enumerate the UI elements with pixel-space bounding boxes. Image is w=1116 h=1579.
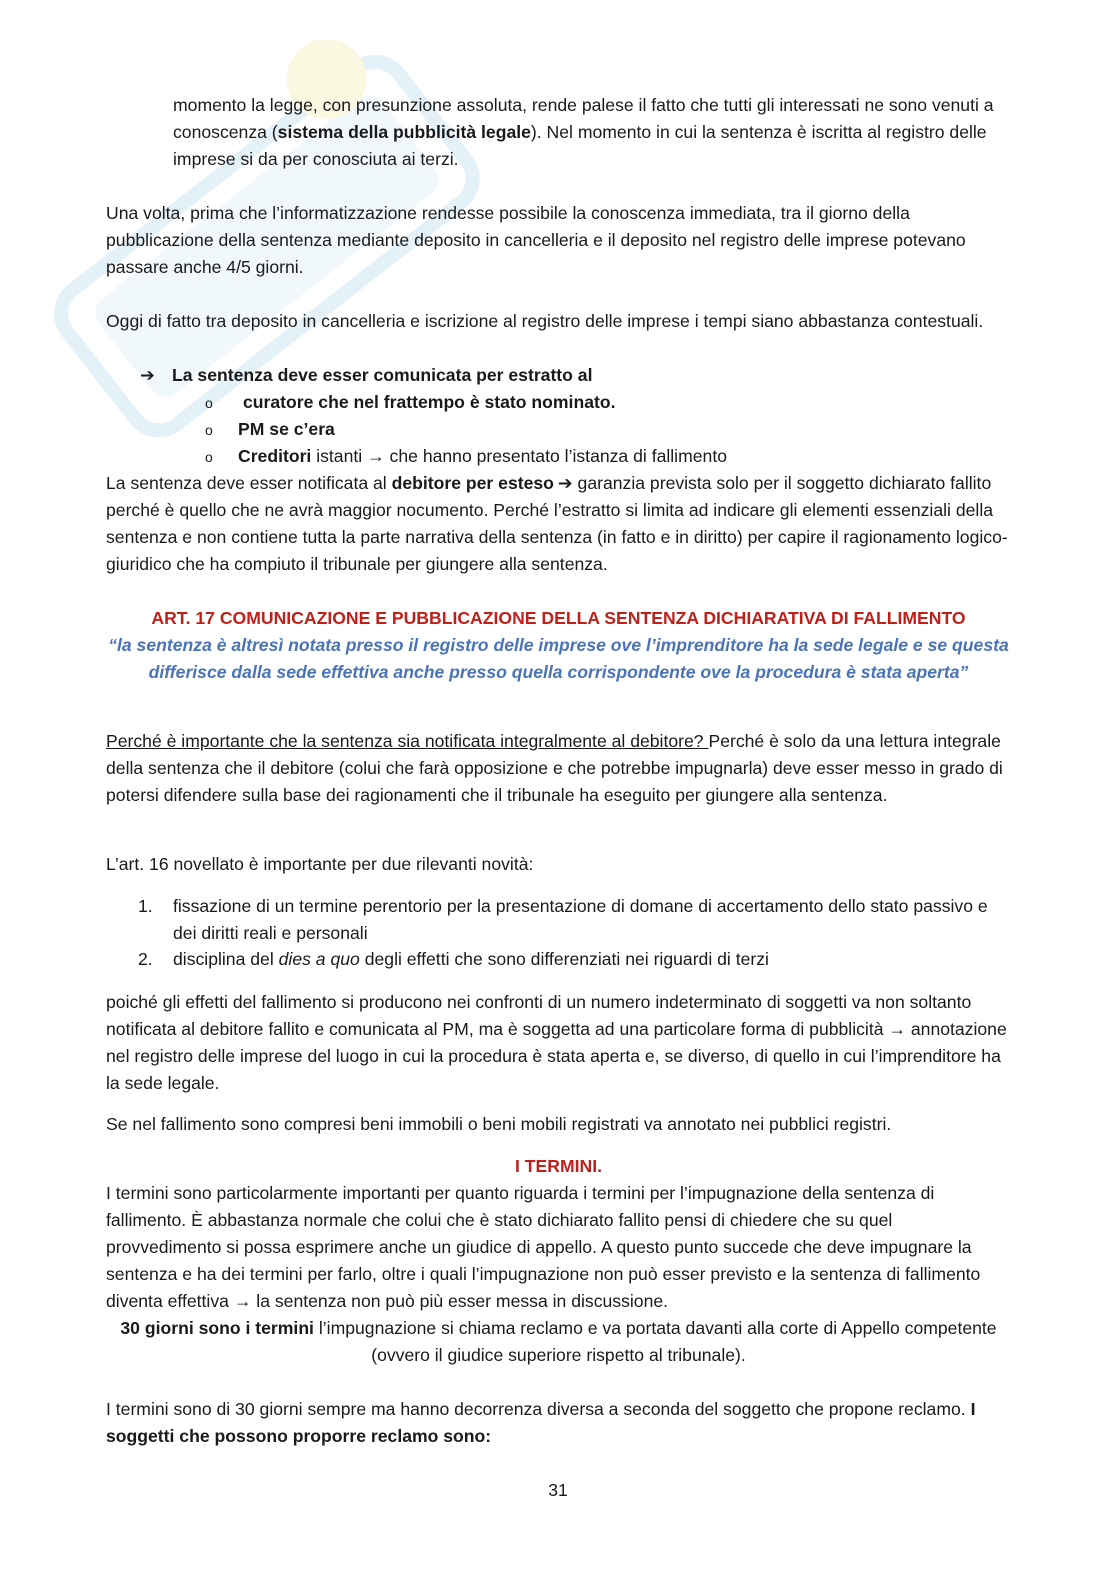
circle-bullet-icon: o — [205, 395, 213, 411]
italic-term: dies a quo — [278, 949, 360, 969]
section-heading-termini: I TERMINI. — [515, 1156, 602, 1176]
bullet-text: istanti — [311, 446, 368, 466]
text-span: poiché gli effetti del fallimento si producono nei confronti di un numero indeterminato di soggetti va non soltanto notificata al debitore fallito e comunicata al PM, ma è soggetta ad una particolare forma di pubblicità — [106, 992, 972, 1039]
arrow-right-icon: → — [367, 446, 385, 466]
text-span: I termini sono particolarmente importanti per quanto riguarda i termini per l’impugnazione della sentenza di fallimento. È abbastanza normale che colui che è stato dichiarato fallito pensi di chiedere che su quel provvedimento si possa esprimere anche un giudice di appello. A questo punto succede che deve impugnare la sentenza e ha dei termini per farlo, oltre i quali l’impugnazione non può esser previsto e la sentenza di fallimento diventa effettiva — [106, 1183, 981, 1311]
text-span: annotazione nel registro delle imprese del luogo in cui la procedura è stata aperta e, se diverso, di quello in cui l’imprenditore ha la sede legale. — [106, 1019, 1007, 1093]
numbered-item-1 — [138, 893, 1008, 947]
circle-bullet-icon: o — [205, 449, 213, 465]
list-number: 1. — [138, 896, 153, 916]
bullet-text: PM se c’era — [238, 419, 335, 439]
paragraph-art16: L’art. 16 novellato è importante per due rilevanti novità: — [106, 854, 534, 874]
text-span: disciplina del — [173, 949, 279, 969]
text-span: Perché è solo da una lettura integrale della sentenza che il debitore (colui che farà opposizione e che potrebbe impugnarla) deve esser messo in grado di potersi difendere sulla base dei ragionamenti che il tribunale ha eseguito per giungere alla sentenza. — [106, 731, 1003, 805]
underlined-question: Perché è importante che la sentenza sia notificata integralmente al debitore? — [106, 731, 709, 751]
arrow-right-icon: → — [233, 1291, 252, 1311]
list-text: fissazione di un termine perentorio per la presentazione di domane di accertamento dello stato passivo e dei diritti reali e personali — [173, 896, 988, 943]
paragraph-termini — [106, 1180, 1011, 1315]
arrow-right-icon: ➔ — [140, 365, 155, 385]
bold-term: debitore per esteso — [391, 473, 554, 493]
circle-bullet-icon: o — [205, 422, 213, 438]
text-span: ). Nel momento in cui la sentenza è iscritta al registro delle imprese si da per conosciuta ai terzi. — [173, 122, 987, 169]
bold-term: sistema della pubblicità legale — [277, 122, 531, 142]
text-span: l’impugnazione si chiama reclamo e va portata davanti alla corte di Appello competente (ovvero il giudice superiore rispetto al tribunale). — [313, 1318, 997, 1365]
paragraph-notifica — [106, 470, 1011, 578]
article-quote: “la sentenza è altresì notata presso il registro delle imprese ove l’imprenditore ha la sede legale e se questa differisce dalla sede effettiva anche presso quella corrispondente ove la procedura è stata aperta” — [108, 635, 1009, 682]
article-heading: ART. 17 COMUNICAZIONE E PUBBLICAZIONE DELLA SENTENZA DICHIARATIVA DI FALLIMENTO — [151, 608, 966, 628]
list-number: 2. — [138, 949, 153, 969]
paragraph-beni: Se nel fallimento sono compresi beni immobili o beni mobili registrati va annotato nei pubblici registri. — [106, 1114, 892, 1134]
arrow-right-icon: → — [888, 1019, 906, 1039]
paragraph-effetti — [106, 989, 1011, 1097]
bullet-text-bold: Creditori — [238, 446, 312, 466]
paragraph-30-giorni — [106, 1315, 1011, 1369]
text-span: garanzia prevista solo per il soggetto dichiarato fallito perché è quello che ne avrà maggior nocumento. Perché l’estratto si limita ad indicare gli elementi essenziali della sentenza e non contiene tutta la parte narrativa della sentenza (in fatto e in diritto) per capire il ragionamento logico-giuridico che ha compiuto il tribunale per giungere alla sentenza. — [106, 473, 1008, 574]
text-span: momento la legge, con presunzione assoluta, rende palese il fatto che tutti gli interessati ne sono venuti a conoscenza ( — [173, 95, 994, 142]
paragraph-intro — [173, 92, 1013, 173]
bullet-item-pm — [205, 416, 335, 444]
text-span: la sentenza non può più esser messa in discussione. — [251, 1291, 669, 1311]
bullet-item-curatore — [205, 389, 615, 417]
bullet-item-creditori — [205, 443, 727, 471]
bold-term: 30 giorni sono i termini — [120, 1318, 314, 1338]
arrow-right-icon: ➔ — [557, 473, 573, 493]
paragraph-oggi: Oggi di fatto tra deposito in cancelleria e iscrizione al registro delle imprese i tempi siano abbastanza contestuali. — [106, 311, 984, 331]
arrow-item-text: La sentenza deve esser comunicata per estratto al — [172, 365, 593, 385]
page-number: 31 — [548, 1480, 568, 1500]
list-text — [173, 946, 1008, 973]
numbered-item-2 — [138, 946, 1008, 973]
paragraph-decorrenza — [106, 1396, 1011, 1450]
text-span: I termini sono di 30 giorni sempre ma hanno decorrenza diversa a seconda del soggetto che propone reclamo. — [106, 1399, 971, 1419]
paragraph-perche — [106, 728, 1011, 809]
bullet-text: che hanno presentato l’istanza di fallimento — [384, 446, 727, 466]
bullet-text: curatore che nel frattempo è stato nominato. — [243, 392, 616, 412]
text-span: La sentenza deve esser notificata al — [106, 473, 392, 493]
arrow-list-item — [140, 362, 592, 389]
paragraph-informatizzazione: Una volta, prima che l’informatizzazione rendesse possibile la conoscenza immediata, tra il giorno della pubblicazione della sentenza mediante deposito in cancelleria e il deposito nel registro delle imprese potevano passare anche 4/5 giorni. — [106, 203, 966, 277]
bold-term: I soggetti che possono proporre reclamo sono: — [106, 1399, 976, 1446]
text-span: degli effetti che sono differenziati nei riguardi di terzi — [359, 949, 769, 969]
